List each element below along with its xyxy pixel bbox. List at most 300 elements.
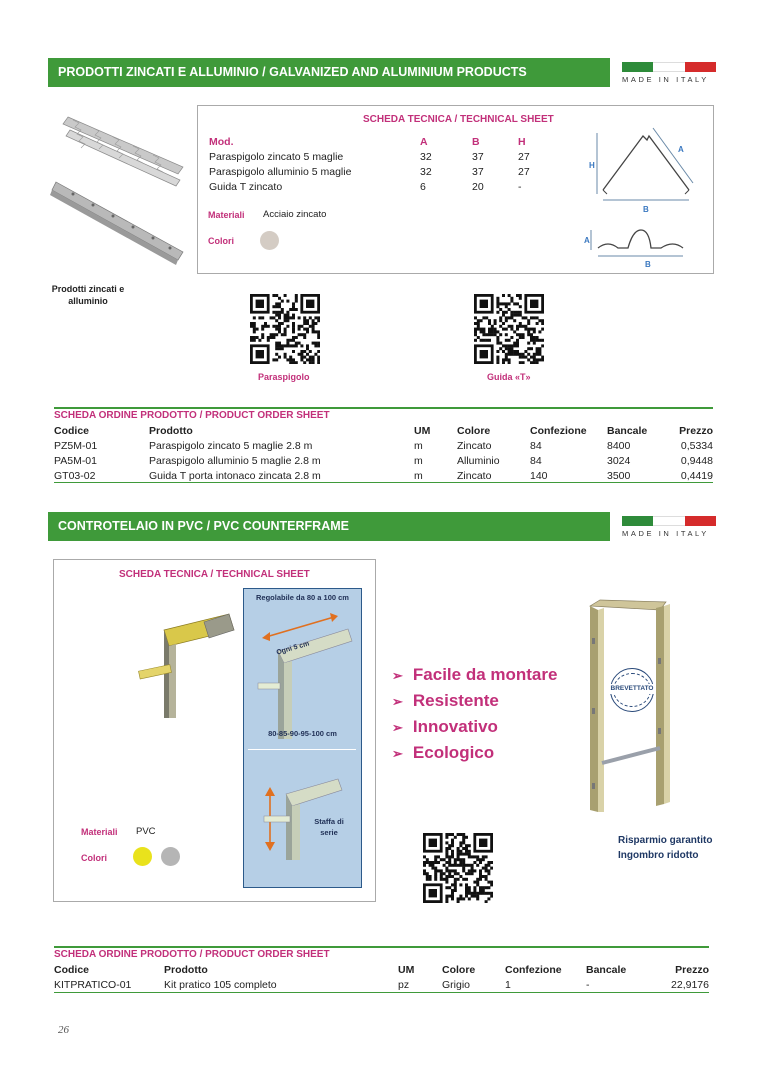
qr-module — [482, 328, 485, 331]
qr-module — [454, 886, 457, 889]
qr-module — [516, 342, 519, 345]
qr-module — [261, 325, 264, 328]
qr-module — [522, 356, 525, 359]
qr-module — [519, 361, 522, 364]
qr-module — [295, 361, 298, 364]
qr-module — [471, 855, 474, 858]
qr-module — [516, 311, 519, 314]
qr-module — [267, 325, 270, 328]
qr-module — [281, 344, 284, 347]
qr-module — [284, 344, 287, 347]
order-table-bottom-rule — [54, 992, 709, 993]
cell-bancale: 3024 — [607, 455, 631, 467]
qr-module — [272, 358, 275, 361]
qr-module — [278, 322, 281, 325]
qr-module — [482, 339, 485, 342]
qr-module — [476, 855, 479, 858]
qr-module — [482, 875, 485, 878]
qr-module — [468, 864, 471, 867]
qr-module — [527, 333, 530, 336]
qr-module — [445, 847, 448, 850]
qr-module — [284, 319, 287, 322]
qr-module — [445, 850, 448, 853]
cell-confezione: 84 — [530, 455, 542, 467]
qr-module — [309, 356, 312, 359]
qr-module — [462, 836, 465, 839]
qr-module — [476, 864, 479, 867]
qr-module — [300, 358, 303, 361]
qr-module — [289, 339, 292, 342]
qr-module — [487, 897, 490, 900]
qr-finder-pattern — [256, 300, 264, 308]
qr-module — [437, 869, 440, 872]
qr-module — [496, 342, 499, 345]
qr-module — [496, 305, 499, 308]
qr-module — [519, 305, 522, 308]
qr-module — [272, 336, 275, 339]
qr-module — [312, 356, 315, 359]
qr-module — [459, 883, 462, 886]
benefits-text — [618, 833, 712, 863]
qr-module — [499, 333, 502, 336]
cell-colore: Grigio — [442, 979, 471, 991]
qr-module — [278, 305, 281, 308]
qr-module — [516, 353, 519, 356]
qr-module — [476, 858, 479, 861]
qr-module — [490, 892, 493, 895]
qr-module — [505, 356, 508, 359]
qr-module — [451, 833, 454, 836]
qr-module — [300, 344, 303, 347]
qr-module — [434, 872, 437, 875]
qr-module — [468, 869, 471, 872]
qr-module — [527, 328, 530, 331]
qr-module — [275, 353, 278, 356]
qr-module — [533, 356, 536, 359]
qr-module — [496, 330, 499, 333]
qr-module — [278, 356, 281, 359]
qr-module — [541, 358, 544, 361]
spec-header-b: B — [472, 136, 480, 148]
qr-module — [496, 300, 499, 303]
qr-module — [445, 869, 448, 872]
qr-module — [423, 855, 426, 858]
qr-module — [292, 339, 295, 342]
spec-header-h: H — [518, 136, 526, 148]
qr-module — [253, 328, 256, 331]
qr-module — [462, 878, 465, 881]
qr-module — [516, 325, 519, 328]
qr-module — [536, 358, 539, 361]
qr-module — [284, 314, 287, 317]
qr-module — [465, 878, 468, 881]
qr-module — [538, 350, 541, 353]
qr-module — [275, 347, 278, 350]
product-caption-line1: Prodotti zincati e — [51, 284, 125, 294]
qr-module — [278, 314, 281, 317]
qr-module — [530, 361, 533, 364]
qr-module — [312, 319, 315, 322]
qr-module — [462, 867, 465, 870]
qr-module — [303, 322, 306, 325]
qr-module — [524, 350, 527, 353]
qr-module — [524, 328, 527, 331]
qr-module — [513, 311, 516, 314]
qr-module — [505, 339, 508, 342]
qr-module — [426, 875, 429, 878]
qr-module — [445, 855, 448, 858]
qr-module — [527, 319, 530, 322]
qr-module — [510, 328, 513, 331]
qr-module — [448, 861, 451, 864]
qr-module — [306, 358, 309, 361]
qr-module — [473, 892, 476, 895]
cell-um: m — [414, 455, 423, 467]
qr-module — [538, 330, 541, 333]
qr-module — [309, 316, 312, 319]
qr-module — [465, 864, 468, 867]
order-table-galvanized — [54, 425, 713, 485]
qr-finder-pattern — [256, 350, 264, 358]
qr-code-guida-t[interactable] — [474, 294, 544, 364]
qr-module — [482, 886, 485, 889]
qr-module — [502, 302, 505, 305]
qr-module — [454, 861, 457, 864]
qr-module — [488, 330, 491, 333]
qr-module — [440, 878, 443, 881]
qr-module — [516, 344, 519, 347]
spec-h: 27 — [518, 151, 530, 163]
qr-module — [485, 900, 488, 903]
qr-module — [459, 895, 462, 898]
qr-module — [292, 322, 295, 325]
qr-module — [488, 322, 491, 325]
qr-module — [314, 322, 317, 325]
qr-module — [490, 861, 493, 864]
qr-module — [286, 316, 289, 319]
qr-module — [473, 861, 476, 864]
qr-module — [278, 342, 281, 345]
cell-prezzo: 0,9448 — [680, 455, 713, 467]
qr-module — [473, 886, 476, 889]
qr-module — [426, 861, 429, 864]
qr-module — [286, 325, 289, 328]
qr-module — [289, 358, 292, 361]
qr-module — [448, 875, 451, 878]
order-sheet-title: SCHEDA ORDINE PRODOTTO / PRODUCT ORDER SHEET — [54, 410, 330, 421]
qr-module — [261, 316, 264, 319]
spec-a: 32 — [420, 166, 432, 178]
qr-module — [429, 864, 432, 867]
made-in-italy-text: MADE IN ITALY — [622, 75, 709, 84]
qr-module — [468, 886, 471, 889]
made-in-italy-text: MADE IN ITALY — [622, 529, 709, 538]
col-codice: Codice — [54, 425, 90, 437]
order-table-pvc — [54, 964, 709, 994]
qr-module — [312, 328, 315, 331]
qr-module — [431, 864, 434, 867]
spec-header-mod: Mod. — [209, 136, 234, 148]
qr-module — [445, 841, 448, 844]
qr-module — [275, 294, 278, 297]
spec-row — [209, 151, 539, 166]
staffa-text — [304, 816, 354, 838]
qr-module — [487, 892, 490, 895]
qr-module — [496, 356, 499, 359]
col-colore: Colore — [442, 964, 476, 976]
qr-module — [465, 836, 468, 839]
feature-item — [392, 691, 557, 717]
col-prodotto: Prodotto — [164, 964, 208, 976]
qr-module — [457, 850, 460, 853]
qr-module — [536, 347, 539, 350]
qr-module — [448, 847, 451, 850]
qr-module — [524, 356, 527, 359]
qr-module — [289, 308, 292, 311]
qr-module — [499, 316, 502, 319]
qr-module — [281, 322, 284, 325]
qr-module — [300, 353, 303, 356]
spec-h: - — [518, 181, 522, 193]
qr-module — [306, 319, 309, 322]
qr-module — [533, 358, 536, 361]
dim-label-b: B — [643, 205, 649, 214]
qr-module — [306, 330, 309, 333]
qr-module — [533, 316, 536, 319]
qr-module — [253, 322, 256, 325]
qr-module — [510, 300, 513, 303]
qr-module — [468, 889, 471, 892]
qr-module — [516, 314, 519, 317]
materiali-value: PVC — [136, 826, 156, 837]
materiali-value: Acciaio zincato — [263, 209, 327, 220]
qr-module — [426, 872, 429, 875]
made-in-italy-flag — [622, 62, 716, 84]
staffa-text-line1: Staffa di — [314, 817, 344, 826]
qr-module — [465, 892, 468, 895]
qr-module — [459, 853, 462, 856]
qr-module — [505, 302, 508, 305]
qr-module — [468, 850, 471, 853]
qr-module — [434, 855, 437, 858]
qr-module — [541, 356, 544, 359]
adjustable-frame-panel — [243, 588, 362, 888]
qr-module — [536, 316, 539, 319]
table-row — [54, 455, 713, 470]
qr-module — [292, 336, 295, 339]
qr-module — [423, 872, 426, 875]
qr-module — [508, 302, 511, 305]
qr-code-paraspigolo[interactable] — [250, 294, 320, 364]
qr-module — [440, 869, 443, 872]
qr-module — [298, 328, 301, 331]
qr-module — [474, 322, 477, 325]
dim-label-h: H — [589, 161, 595, 170]
qr-module — [312, 325, 315, 328]
qr-module — [474, 339, 477, 342]
qr-module — [508, 316, 511, 319]
qr-module — [309, 325, 312, 328]
qr-module — [431, 867, 434, 870]
qr-module — [448, 864, 451, 867]
qr-module — [289, 316, 292, 319]
arrow-icon: ➢ — [392, 668, 403, 683]
qr-module — [440, 872, 443, 875]
cell-prezzo: 0,5334 — [680, 440, 713, 452]
qr-module — [508, 361, 511, 364]
qr-module — [309, 361, 312, 364]
qr-module — [292, 302, 295, 305]
color-swatch-yellow — [133, 847, 152, 866]
qr-module — [505, 328, 508, 331]
qr-code-controtelaio[interactable] — [423, 833, 493, 903]
materiali-label: Materiali — [208, 210, 245, 220]
qr-module — [457, 878, 460, 881]
dim-label-a2: A — [584, 236, 590, 245]
qr-module — [454, 858, 457, 861]
qr-module — [519, 356, 522, 359]
qr-module — [468, 853, 471, 856]
qr-module — [485, 855, 488, 858]
qr-module — [485, 333, 488, 336]
qr-module — [536, 353, 539, 356]
col-prezzo: Prezzo — [679, 425, 713, 437]
dim-label-b2: B — [645, 260, 651, 268]
qr-module — [284, 294, 287, 297]
benefit-risparmio: Risparmio garantito — [618, 835, 713, 846]
qr-module — [488, 319, 491, 322]
qr-module — [482, 330, 485, 333]
qr-module — [295, 300, 298, 303]
qr-module — [533, 361, 536, 364]
qr-module — [465, 850, 468, 853]
qr-module — [533, 353, 536, 356]
qr-module — [499, 342, 502, 345]
col-confezione: Confezione — [505, 964, 562, 976]
qr-module — [519, 297, 522, 300]
qr-module — [284, 316, 287, 319]
qr-module — [289, 361, 292, 364]
qr-module — [468, 844, 471, 847]
qr-module — [448, 886, 451, 889]
qr-module — [536, 336, 539, 339]
qr-module — [530, 328, 533, 331]
qr-module — [536, 339, 539, 342]
qr-module — [451, 850, 454, 853]
qr-module — [284, 330, 287, 333]
qr-module — [454, 836, 457, 839]
qr-module — [488, 333, 491, 336]
qr-module — [513, 353, 516, 356]
qr-module — [312, 342, 315, 345]
qr-module — [429, 878, 432, 881]
order-header-row — [54, 964, 709, 979]
qr-module — [281, 311, 284, 314]
qr-module — [513, 350, 516, 353]
benefit-ingombro: Ingombro ridotto — [618, 850, 699, 861]
spec-a: 6 — [420, 181, 426, 193]
qr-module — [462, 861, 465, 864]
qr-module — [482, 892, 485, 895]
qr-module — [479, 892, 482, 895]
qr-module — [278, 344, 281, 347]
qr-module — [479, 886, 482, 889]
qr-module — [298, 342, 301, 345]
qr-module — [278, 297, 281, 300]
staffa-image — [248, 754, 356, 864]
qr-module — [445, 878, 448, 881]
qr-module — [502, 294, 505, 297]
qr-module — [508, 308, 511, 311]
qr-module — [454, 864, 457, 867]
qr-module — [462, 858, 465, 861]
qr-module — [267, 336, 270, 339]
qr-module — [264, 322, 267, 325]
cell-um: pz — [398, 979, 410, 991]
spec-model: Paraspigolo zincato 5 maglie — [209, 151, 344, 163]
qr-module — [508, 358, 511, 361]
spec-b: 37 — [472, 151, 484, 163]
qr-module — [440, 875, 443, 878]
qr-module — [485, 892, 488, 895]
qr-module — [317, 319, 320, 322]
qr-module — [270, 336, 273, 339]
qr-module — [256, 328, 259, 331]
cell-colore: Zincato — [457, 440, 492, 452]
sheet-title: SCHEDA TECNICA / TECHNICAL SHEET — [363, 114, 554, 125]
qr-module — [292, 316, 295, 319]
qr-module — [479, 861, 482, 864]
qr-module — [278, 330, 281, 333]
qr-module — [272, 294, 275, 297]
cell-codice: KITPRATICO-01 — [54, 979, 132, 991]
qr-module — [490, 881, 493, 884]
cell-codice: GT03-02 — [54, 470, 96, 482]
feature-text: Resistente — [412, 691, 499, 710]
qr-module — [505, 316, 508, 319]
qr-module — [275, 305, 278, 308]
cell-codice: PZ5M-01 — [54, 440, 98, 452]
qr-module — [462, 841, 465, 844]
qr-module — [426, 858, 429, 861]
qr-module — [519, 333, 522, 336]
order-table-top-rule — [54, 946, 709, 948]
qr-module — [505, 333, 508, 336]
spec-h: 27 — [518, 166, 530, 178]
qr-module — [429, 875, 432, 878]
qr-module — [272, 316, 275, 319]
qr-module — [519, 311, 522, 314]
qr-module — [272, 333, 275, 336]
qr-module — [298, 316, 301, 319]
qr-module — [530, 356, 533, 359]
arrow-icon: ➢ — [392, 694, 403, 709]
qr-module — [451, 844, 454, 847]
qr-module — [487, 886, 490, 889]
qr-module — [477, 328, 480, 331]
section-banner-pvc: CONTROTELAIO IN PVC / PVC COUNTERFRAME — [48, 512, 610, 541]
qr-finder-pattern — [429, 839, 437, 847]
regolabile-text: Regolabile da 80 a 100 cm — [256, 593, 349, 602]
qr-module — [530, 339, 533, 342]
qr-module — [465, 872, 468, 875]
qr-module — [298, 333, 301, 336]
qr-module — [317, 342, 320, 345]
feature-text: Ecologico — [412, 743, 495, 762]
cell-prezzo: 0,4419 — [680, 470, 713, 482]
cell-confezione: 84 — [530, 440, 542, 452]
qr-module — [314, 353, 317, 356]
